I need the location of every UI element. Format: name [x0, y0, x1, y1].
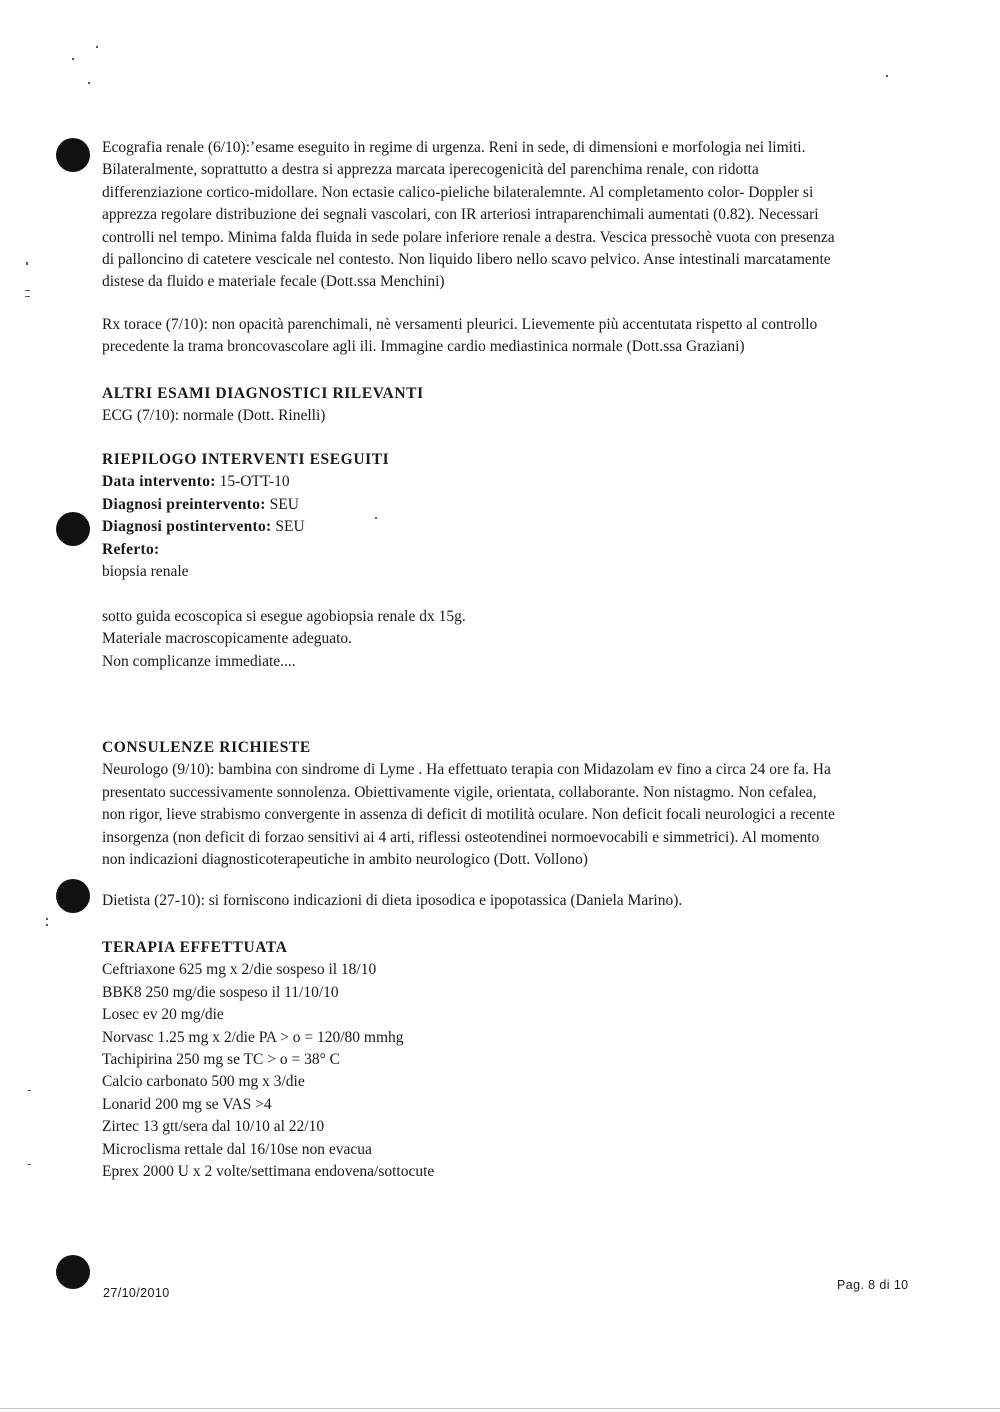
field-value: SEU [265, 495, 299, 513]
therapy-item: Microclisma rettale dal 16/10se non evacua [102, 1140, 372, 1158]
text-line: Ecografia renale (6/10):’esame eseguito in regime di urgenza. Reni in sede, di dimensioni e morfologia nei limiti. [102, 139, 806, 156]
section-heading: TERAPIA EFFETTUATA [102, 939, 288, 956]
text-line: Rx torace (7/10): non opacità parenchimali, nè versamenti pleurici. Lievemente più accentutata rispetto al controllo [102, 316, 818, 333]
therapy-item: Losec ev 20 mg/die [102, 1006, 224, 1024]
text-line: biopsia renale [102, 563, 189, 581]
punch-hole [56, 512, 90, 546]
text-line: di palloncino di catetere vescicale nel contesto. Non liquido libero nello scavo pelvico. Anse intestinali marcatamente [102, 251, 831, 269]
field-label: Diagnosi postintervento: [102, 518, 272, 536]
blank-line [102, 583, 902, 605]
scan-speck [25, 296, 30, 297]
text-line: Non complicanze immediate.... [102, 652, 296, 670]
field-label: Diagnosi preintervento: [102, 495, 266, 513]
punch-hole [56, 138, 90, 172]
terapia-section [102, 937, 902, 1183]
scan-speck [96, 46, 98, 48]
section-heading: CONSULENZE RICHIESTE [102, 739, 311, 756]
post-diagnosis [102, 516, 902, 538]
ecografia-section [102, 137, 902, 294]
therapy-item: Ceftriaxone 625 mg x 2/die sospeso il 18/10 [102, 961, 377, 979]
text-line: distese da fluido e materiale fecale (Dott.ssa Menchini) [102, 273, 445, 291]
therapy-item: Calcio carbonato 500 mg x 3/die [102, 1073, 305, 1091]
therapy-item: Lonarid 200 mg se VAS >4 [102, 1095, 272, 1113]
therapy-item: Eprex 2000 U x 2 volte/settimana endovena/sottocute [102, 1163, 435, 1181]
text-line: Dietista (27-10): si forniscono indicazioni di dieta iposodica e ipopotassica (Daniela Marino). [102, 892, 683, 909]
text-line: sotto guida ecoscopica si esegue agobiopsia renale dx 15g. [102, 607, 466, 625]
therapy-item: BBK8 250 mg/die sospeso il 11/10/10 [102, 983, 339, 1001]
intervention-date [102, 471, 902, 493]
therapy-item: Zirtec 13 gtt/sera dal 10/10 al 22/10 [102, 1118, 325, 1136]
section-heading: RIEPILOGO INTERVENTI ESEGUITI [102, 451, 390, 468]
therapy-item: Norvasc 1.25 mg x 2/die PA > o = 120/80 mmhg [102, 1028, 404, 1046]
text-line: insorgenza (non deficit di forzao sensitivi ai 4 arti, riflessi osteotendinei normoevocabili e simmetrici). Al momento [102, 828, 820, 846]
text-line: differenziazione cortico-midollare. Non ectasie calico-pieliche bilateralemnte. Al completamento color- Doppler si [102, 183, 814, 201]
text-line: ECG (7/10): normale (Dott. Rinelli) [102, 407, 326, 425]
dietista-note [102, 890, 902, 912]
scan-speck [28, 1164, 31, 1165]
footer-date: 27/10/2010 [103, 1286, 170, 1300]
altri-esami-section [102, 383, 902, 428]
rx-torace-section [102, 314, 902, 359]
text-line: Materiale macroscopicamente adeguato. [102, 630, 353, 648]
field-value: SEU [271, 518, 305, 536]
interventi-section [102, 449, 902, 673]
field-label: Data intervento: [102, 473, 216, 491]
scan-speck [28, 1090, 31, 1091]
consulenze-section [102, 737, 902, 871]
scan-edge-line [0, 1408, 1000, 1409]
page-number: Pag. 8 di 10 [837, 1278, 909, 1292]
scan-speck [88, 82, 90, 84]
text-line: precedente la trama broncovascolare agli ili. Immagine cardio mediastinica normale (Dott.ssa Graziani) [102, 338, 745, 356]
scan-speck [25, 290, 30, 291]
section-heading: ALTRI ESAMI DIAGNOSTICI RILEVANTI [102, 385, 424, 402]
punch-hole [56, 1255, 90, 1289]
scan-speck [886, 75, 888, 77]
text-line: Neurologo (9/10): bambina con sindrome di Lyme . Ha effettuato terapia con Midazolam ev fino a circa 24 ore fa. Ha [102, 761, 831, 779]
pre-diagnosis [102, 494, 902, 516]
scan-speck [72, 58, 74, 60]
text-line: presentato successivamente sonnolenza. Obiettivamente vigile, orientata, collaborante. Non nistagmo. Non cefalea, [102, 783, 817, 801]
scan-speck [26, 262, 28, 265]
field-value: 15-OTT-10 [215, 473, 290, 491]
scan-speck [46, 918, 48, 920]
text-line: controlli nel tempo. Minima falda fluida in sede polare inferiore renale a destra. Vescica pressochè vuota con presenza [102, 228, 835, 246]
text-line: non indicazioni diagnosticoterapeutiche in ambito neurologico (Dott. Vollono) [102, 851, 588, 869]
text-line: non rigor, lieve strabismo convergente in assenza di deficit di motilità oculare. Non deficit focali neurologici a recente [102, 806, 835, 824]
text-line: apprezza regolare distribuzione dei segnali vascolari, con IR arteriosi intraparenchimali aumentati (0.82). Necessari [102, 206, 819, 224]
text-line: Bilateralmente, soprattutto a destra si apprezza marcata iperecogenicità del parenchima renale, con ridotta [102, 161, 759, 179]
punch-hole [56, 879, 90, 913]
therapy-item: Tachipirina 250 mg se TC > o = 38° C [102, 1051, 340, 1069]
referto-label: Referto: [102, 540, 160, 558]
scan-speck [46, 924, 48, 926]
